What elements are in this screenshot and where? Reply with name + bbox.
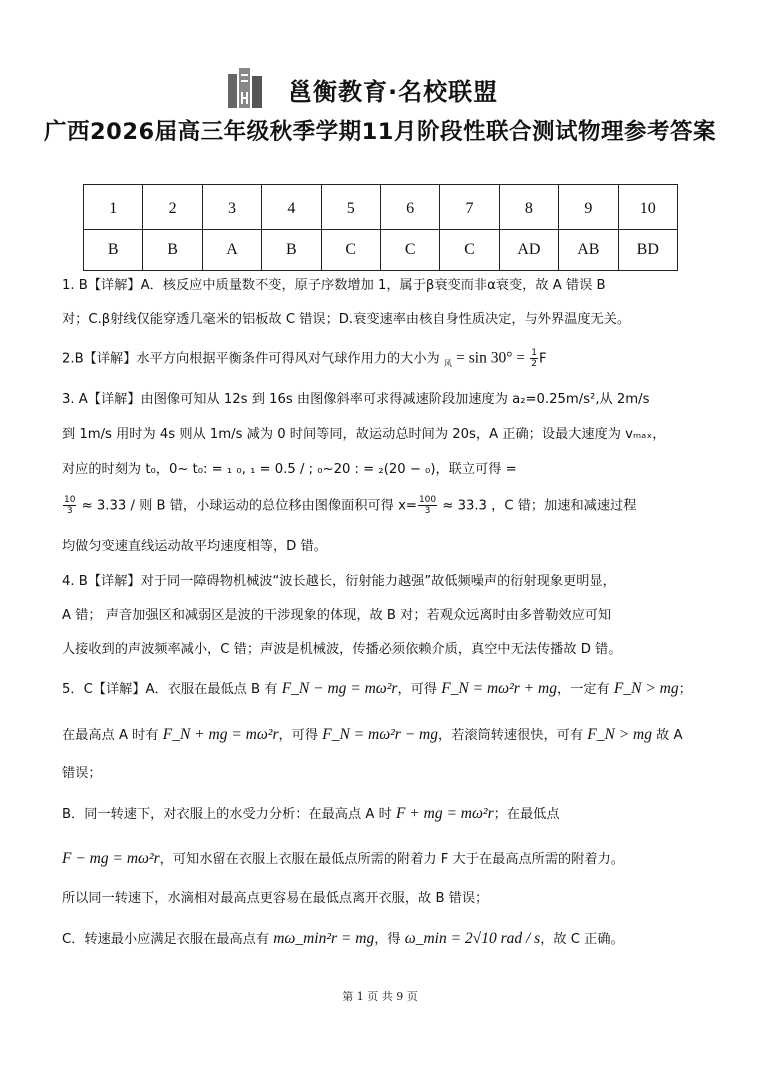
question-number: 10 <box>618 185 677 230</box>
q5-text: 故 A <box>651 728 683 743</box>
q3-line-4-a: ≈ 3.33 / 则 B 错，小球运动的总位移由图像面积可得 x= <box>81 498 417 514</box>
header <box>0 64 760 112</box>
answer-key: C <box>380 230 439 271</box>
q5-formula: ω_min = 2√10 rad / s <box>404 930 541 947</box>
q5-text: ，故 C 正确。 <box>540 932 624 947</box>
q5-text: ，得 <box>374 932 405 947</box>
frac-denominator: 3 <box>66 506 73 516</box>
q5-text: ，可知水留在衣服上衣服在最低点所需的附着力 F 大于在最高点所需的附着力。 <box>159 852 624 867</box>
q3-line-1: 3. A【详解】由图像可知从 12s 到 16s 由图像斜率可求得减速阶段加速度为 a₂=0.25m/s²,从 2m/s <box>62 392 650 407</box>
frac-numerator: 10 <box>64 495 76 505</box>
q1-line-1: 1. B【详解】A．核反应中质量数不变，原子序数增加 1，属于β衰变而非α衰变，故 A 错误 B <box>62 278 606 293</box>
q5-text: 5．C【详解】A．衣服在最低点 B 有 <box>62 682 282 697</box>
question-number: 6 <box>380 185 439 230</box>
q5-line-6: 所以同一转速下，水滴相对最高点更容易在最低点离开衣服，故 B 错误； <box>62 891 489 906</box>
q5-text: B．同一转速下，对衣服上的水受力分析：在最高点 A 时 <box>62 807 396 822</box>
q2-fraction <box>530 348 538 369</box>
book-logo-icon <box>226 66 264 110</box>
page-number: 第 1 页 共 9 页 <box>342 990 418 1003</box>
q5-formula: F_N > mg <box>613 680 679 697</box>
q5-line-5 <box>62 851 702 868</box>
q5-text: 在最高点 A 时有 <box>62 728 163 743</box>
q3-fraction-1 <box>63 495 76 516</box>
q5-text: ，一定有 <box>556 682 614 697</box>
q5-formula: F − mg = mω²r <box>62 850 160 867</box>
q5-line-3: 错误； <box>62 766 102 781</box>
question-number: 2 <box>143 185 202 230</box>
question-number: 5 <box>321 185 380 230</box>
q4-line-1: 4. B【详解】对于同一障碍物机械波“波长越长，衍射能力越强”故低频噪声的衍射现象更明显， <box>62 574 616 589</box>
question-number: 1 <box>84 185 143 230</box>
q5-formula: F_N > mg <box>587 726 652 743</box>
q5-formula: F_N = mω²r − mg <box>322 726 438 743</box>
frac-denominator: 3 <box>424 506 431 516</box>
q5-formula: F + mg = mω²r <box>395 805 494 822</box>
question-number: 8 <box>499 185 558 230</box>
q3-line-3: 对应的时刻为 t₀，0~ t₀: = ₁ ₀, ₁ = 0.5 / ; ₀~20 : = ₂(20 − ₀)，联立可得 = <box>62 462 517 477</box>
q2-tail: F <box>538 351 547 367</box>
q5-line-1 <box>62 681 702 698</box>
question-number: 9 <box>559 185 618 230</box>
frac-numerator: 100 <box>418 495 437 505</box>
q4-line-2: A 错； 声音加强区和减弱区是波的干涉现象的体现，故 B 对；若观众远离时由多普勒效应可知 <box>62 608 612 623</box>
q5-formula: mω_min²r = mg <box>273 930 375 947</box>
q3-line-2: 到 1m/s 用时为 4s 则从 1m/s 减为 0 时间等同，故运动总时间为 20s，A 正确；设最大速度为 vₘₐₓ， <box>62 427 666 442</box>
answer-number-row <box>84 185 678 230</box>
q2-text: 2.B【详解】水平方向根据平衡条件可得风对气球作用力的大小为 <box>62 351 440 367</box>
brand-name: 邕衡教育·名校联盟 <box>288 78 499 106</box>
q3-fraction-2 <box>418 495 437 516</box>
q5-text: C．转速最小应满足衣服在最高点有 <box>62 932 274 947</box>
answer-key: AD <box>499 230 558 271</box>
q5-formula: F_N − mg = mω²r <box>281 680 398 697</box>
q3-line-4-b: ≈ 33.3 ，C 错；加速和减速过程 <box>442 498 637 514</box>
answer-key: A <box>202 230 261 271</box>
answer-key: C <box>440 230 499 271</box>
q3-line-4 <box>62 495 702 516</box>
question-number: 7 <box>440 185 499 230</box>
q5-formula: F_N + mg = mω²r <box>162 726 279 743</box>
q5-line-4 <box>62 806 702 823</box>
frac-numerator: 1 <box>531 348 537 358</box>
q5-line-7 <box>62 931 702 948</box>
q5-text: ； <box>678 682 692 697</box>
answer-key: AB <box>559 230 618 271</box>
answer-key-row <box>84 230 678 271</box>
answer-key: C <box>321 230 380 271</box>
q5-text: ；在最低点 <box>493 807 560 822</box>
q2-equation: = sin 30° = <box>456 349 526 367</box>
answer-key: B <box>143 230 202 271</box>
q2-line <box>62 348 702 372</box>
q5-line-2 <box>62 727 702 744</box>
q1-line-2: 对；C.β射线仅能穿透几毫米的铝板故 C 错误；D.衰变速率由核自身性质决定，与外界温度无关。 <box>62 312 631 327</box>
q5-formula: F_N = mω²r + mg <box>441 680 557 697</box>
q5-text: ，若滚筒转速很快，可有 <box>438 728 588 743</box>
q4-line-3: 人接收到的声波频率减小，C 错；声波是机械波，传播必须依赖介质，真空中无法传播故 D 错。 <box>62 642 622 657</box>
answer-table <box>83 184 678 271</box>
question-number: 4 <box>262 185 321 230</box>
q3-line-5: 均做匀变速直线运动故平均速度相等，D 错。 <box>62 539 327 554</box>
answer-key: B <box>262 230 321 271</box>
page-title: 广西2026届高三年级秋季学期11月阶段性联合测试物理参考答案 <box>44 119 716 145</box>
answer-key: B <box>84 230 143 271</box>
frac-denominator: 2 <box>531 359 537 369</box>
q5-text: ，可得 <box>397 682 442 697</box>
q2-subscript: 风 <box>443 359 452 369</box>
answer-key: BD <box>618 230 677 271</box>
q5-text: ，可得 <box>278 728 323 743</box>
question-number: 3 <box>202 185 261 230</box>
